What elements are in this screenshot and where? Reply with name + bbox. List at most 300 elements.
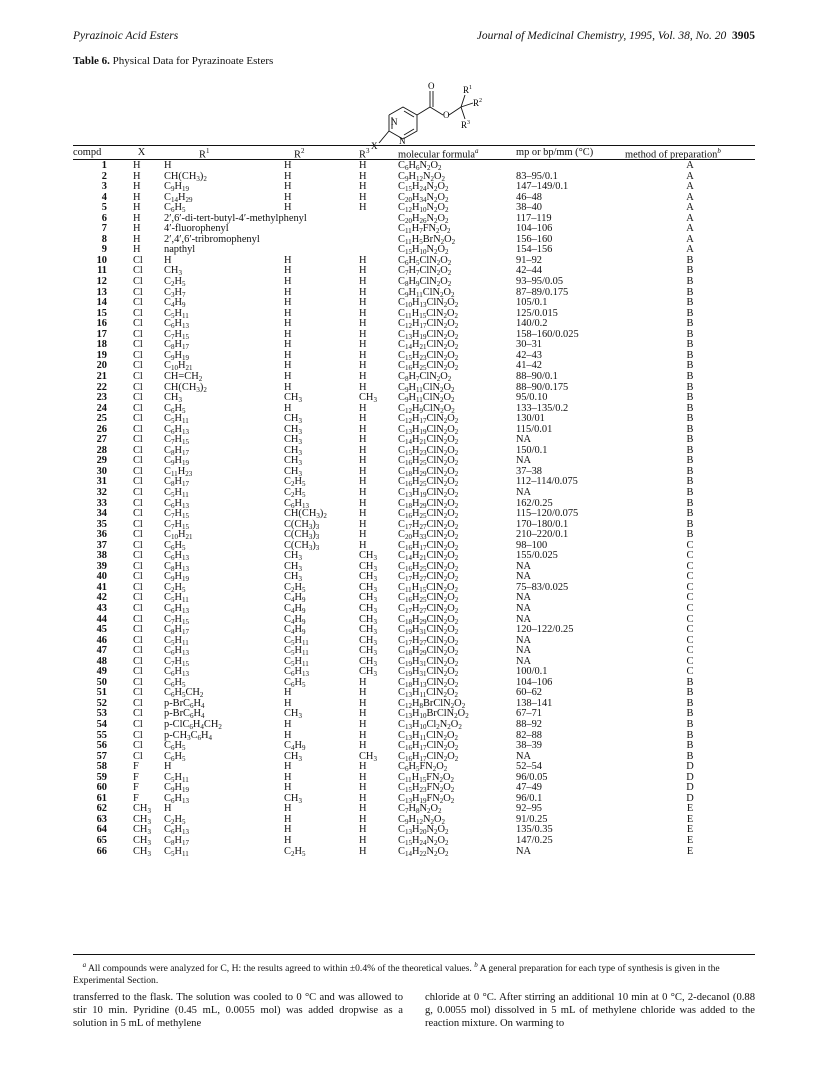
cell-mp: 42–44 [516, 265, 542, 277]
cell-r1: 2′,4′,6′-tribromophenyl [164, 233, 260, 245]
struct-ester-oxygen: O [443, 110, 450, 120]
cell-r3: H [359, 761, 367, 773]
cell-compd: 36 [96, 529, 107, 541]
cell-method: C [686, 655, 694, 667]
cell-mp: NA [516, 455, 532, 467]
table-caption [73, 55, 273, 67]
cell-r3: H [359, 402, 367, 414]
cell-x: Cl [133, 581, 143, 593]
cell-formula: $C_{20}H_{34}N_2O_2$ [398, 191, 449, 204]
cell-r2: H [284, 697, 292, 709]
cell-r2: $C_6H_{13}$ [284, 666, 309, 679]
cell-x: Cl [133, 265, 143, 277]
cell-r3: H [359, 413, 367, 425]
cell-formula: $C_{17}H_{27}ClN_2O_2$ [398, 518, 459, 531]
cell-formula: $C_{13}H_{19}ClN_2O_2$ [398, 423, 459, 436]
cell-r2: H [284, 160, 292, 172]
cell-compd: 59 [96, 771, 107, 783]
cell-compd: 32 [96, 486, 107, 498]
cell-x: Cl [133, 539, 143, 551]
cell-mp: 88–90/0.1 [516, 370, 558, 382]
cell-mp: 162/0.25 [516, 497, 553, 509]
cell-r3: H [359, 276, 367, 288]
cell-r3: H [359, 824, 367, 836]
cell-r2: H [284, 191, 292, 203]
cell-r3: $CH_3$ [359, 392, 377, 405]
cell-compd: 43 [96, 602, 107, 614]
cell-method: B [686, 423, 694, 435]
cell-method: B [686, 402, 694, 414]
cell-formula: $C_8H_7ClN_2O_2$ [398, 370, 452, 383]
cell-r1: $CH(CH_3)_2$ [164, 170, 207, 183]
cell-method: A [686, 191, 694, 203]
cell-mp: 91–92 [516, 254, 542, 266]
table-row [73, 488, 755, 499]
cell-mp: 104–106 [516, 223, 553, 235]
cell-method: C [686, 592, 694, 604]
cell-mp: 91/0.25 [516, 813, 548, 825]
cell-x: Cl [133, 413, 143, 425]
cell-method: C [686, 666, 694, 678]
struct-oxygen: O [428, 81, 435, 91]
cell-r3: H [359, 697, 367, 709]
cell-formula: $C_{13}H_{19}FN_2O_2$ [398, 792, 455, 805]
cell-method: D [686, 771, 694, 783]
journal-citation: Journal of Medicinal Chemistry, 1995, Vol. 38, No. 20 [476, 30, 727, 42]
cell-method: B [686, 497, 694, 509]
table-footnotes [73, 959, 755, 987]
cell-method: B [686, 254, 694, 266]
cell-compd: 31 [96, 476, 107, 488]
cell-r1: $C_7H_{15}$ [164, 328, 189, 341]
cell-method: B [686, 476, 694, 488]
cell-mp: 147–149/0.1 [516, 181, 569, 193]
cell-x: Cl [133, 297, 143, 309]
cell-compd: 20 [96, 360, 107, 372]
cell-x: Cl [133, 529, 143, 541]
cell-formula: $C_6H_5FN_2O_2$ [398, 761, 448, 774]
col-x: X [137, 147, 146, 159]
cell-r1: $C_{10}H_{21}$ [164, 360, 193, 373]
cell-r1: $C_6H_{13}$ [164, 423, 189, 436]
struct-r2-index: 2 [479, 98, 482, 104]
cell-r3: H [359, 813, 367, 825]
cell-r2: H [284, 181, 292, 193]
cell-formula: $C_{18}H_{29}ClN_2O_2$ [398, 497, 459, 510]
cell-r1: $C_7H_{15}$ [164, 508, 189, 521]
cell-r1: napthyl [164, 244, 196, 256]
cell-r2: H [284, 202, 292, 214]
cell-compd: 29 [96, 455, 107, 467]
cell-r1: $C_9H_{19}$ [164, 455, 189, 468]
cell-x: Cl [133, 349, 143, 361]
cell-method: E [686, 813, 694, 825]
cell-formula: $C_{12}H_{17}ClN_2O_2$ [398, 318, 459, 331]
cell-compd: 30 [96, 465, 107, 477]
cell-r1: $C_8H_{17}$ [164, 444, 189, 457]
cell-x: Cl [133, 455, 143, 467]
cell-compd: 49 [96, 666, 107, 678]
cell-r2: $C(CH_3)_3$ [284, 529, 320, 542]
cell-method: B [686, 392, 694, 404]
cell-r2: $C_4H_9$ [284, 592, 306, 605]
cell-x: H [133, 212, 141, 224]
cell-r3: H [359, 381, 367, 393]
cell-formula: $C_7H_7ClN_2O_2$ [398, 265, 452, 278]
cell-r3: H [359, 160, 367, 172]
cell-compd: 38 [96, 550, 107, 562]
table-row [73, 720, 755, 731]
cell-formula: $C_{19}H_{31}ClN_2O_2$ [398, 666, 459, 679]
cell-compd: 9 [101, 244, 107, 256]
cell-r2: $C_4H_9$ [284, 613, 306, 626]
cell-x: Cl [133, 381, 143, 393]
cell-compd: 52 [96, 697, 107, 709]
cell-r3: H [359, 370, 367, 382]
cell-x: Cl [133, 550, 143, 562]
cell-r2: H [284, 824, 292, 836]
cell-r1: 2′,6′-di-tert-butyl-4′-methylphenyl [164, 212, 307, 224]
cell-formula: $C_{19}H_{31}ClN_2O_2$ [398, 655, 459, 668]
cell-x: Cl [133, 497, 143, 509]
cell-method: C [686, 550, 694, 562]
cell-r3: H [359, 265, 367, 277]
cell-mp: 41–42 [516, 360, 542, 372]
cell-mp: NA [516, 571, 532, 583]
cell-formula: $C_{13}H_{10}Cl_2N_2O_2$ [398, 719, 462, 731]
cell-r1: $C_9H_{19}$ [164, 571, 189, 584]
cell-x: H [133, 244, 141, 256]
cell-r1: $C_9H_{19}$ [164, 181, 189, 194]
cell-mp: NA [516, 602, 532, 614]
cell-r1: $C_2H_5$ [164, 581, 186, 594]
body-text-left: transferred to the flask. The solution was cooled to 0 °C and was allowed to stir 10 min. Pyridine (0.45 mL, 0.0055 mol) was added dropwise as a solution in 5 mL of methylene [73, 992, 403, 1030]
cell-r3: H [359, 286, 367, 298]
cell-method: B [686, 455, 694, 467]
cell-r3: H [359, 529, 367, 541]
cell-x: Cl [133, 655, 143, 667]
cell-r2: $C_2H_5$ [284, 476, 306, 489]
cell-r3: $CH_3$ [359, 592, 377, 605]
cell-mp: 133–135/0.2 [516, 402, 569, 414]
cell-r3: H [359, 845, 367, 857]
cell-r2: $C_4H_9$ [284, 740, 306, 753]
cell-mp: 125/0.015 [516, 307, 558, 319]
cell-r1: $C_5H_{11}$ [164, 771, 189, 784]
table-row [73, 604, 755, 615]
table-row [73, 277, 755, 288]
cell-r3: H [359, 803, 367, 815]
struct-r3-index: 3 [467, 120, 470, 126]
cell-method: B [686, 719, 694, 730]
cell-formula: $C_{16}H_{25}ClN_2O_2$ [398, 592, 459, 605]
cell-formula: $C_{13}H_{11}ClN_2O_2$ [398, 729, 459, 742]
cell-mp: 38–40 [516, 202, 542, 214]
cell-x: Cl [133, 750, 143, 762]
cell-r1: H [164, 803, 172, 815]
cell-mp: 88–92 [516, 719, 542, 730]
cell-compd: 16 [96, 318, 107, 330]
cell-x: Cl [133, 697, 143, 709]
col-r1-symbol: R [199, 149, 206, 161]
cell-formula: $C_{20}H_{26}N_2O_2$ [398, 212, 449, 225]
cell-r3: H [359, 191, 367, 203]
cell-r2: $CH_3$ [284, 465, 302, 478]
cell-r2: H [284, 170, 292, 182]
cell-r1: 4′-fluorophenyl [164, 223, 229, 235]
cell-mp: 52–54 [516, 761, 542, 773]
cell-compd: 15 [96, 307, 107, 319]
cell-r3: H [359, 687, 367, 699]
cell-r3: H [359, 254, 367, 266]
cell-x: $CH_3$ [133, 803, 151, 816]
struct-x: X [371, 141, 378, 151]
cell-r1: $C_5H_{11}$ [164, 486, 189, 499]
cell-r3: H [359, 729, 367, 741]
cell-r3: $CH_3$ [359, 624, 377, 637]
physical-data-table [73, 146, 755, 857]
cell-r1: $C_6H_{13}$ [164, 550, 189, 563]
cell-r3: $CH_3$ [359, 750, 377, 763]
cell-formula: $C_{17}H_{27}ClN_2O_2$ [398, 602, 459, 615]
cell-method: B [686, 286, 694, 298]
cell-r3: H [359, 349, 367, 361]
cell-mp: NA [516, 645, 532, 657]
col-formula-label: molecular formula [398, 149, 476, 161]
cell-r2: H [284, 813, 292, 825]
cell-method: B [686, 297, 694, 309]
cell-formula: $C_{11}H_{15}ClN_2O_2$ [398, 581, 459, 594]
cell-method: A [686, 170, 694, 182]
cell-r1: $C_6H_5$ [164, 750, 186, 763]
cell-r1: $p-BrC_6H_4$ [164, 697, 205, 710]
cell-mp: 30–31 [516, 339, 542, 351]
cell-r1: $C_8H_{17}$ [164, 835, 189, 848]
cell-r2: H [284, 729, 292, 741]
cell-method: E [686, 803, 694, 815]
cell-x: Cl [133, 339, 143, 351]
cell-compd: 23 [96, 392, 107, 404]
cell-r1: $C_6H_5$ [164, 676, 186, 689]
cell-mp: NA [516, 560, 532, 572]
table-header-row [73, 146, 755, 161]
cell-compd: 54 [96, 719, 107, 730]
cell-r1: $C_6H_5$ [164, 539, 186, 552]
cell-r2: $CH_3$ [284, 413, 302, 426]
cell-formula: $C_9H_{11}ClN_2O_2$ [398, 286, 455, 299]
cell-mp: 104–106 [516, 676, 553, 688]
cell-compd: 28 [96, 444, 107, 456]
cell-x: Cl [133, 645, 143, 657]
cell-compd: 33 [96, 497, 107, 509]
cell-r3: H [359, 476, 367, 488]
cell-mp: 130/01 [516, 413, 545, 425]
cell-x: Cl [133, 624, 143, 636]
cell-r3: H [359, 719, 367, 730]
cell-r1: H [164, 160, 172, 172]
table-row [73, 161, 755, 172]
cell-x: Cl [133, 307, 143, 319]
cell-method: D [686, 782, 694, 794]
cell-r2: $CH_3$ [284, 423, 302, 436]
cell-formula: $C_{18}H_{29}ClN_2O_2$ [398, 465, 459, 478]
cell-r2: H [284, 276, 292, 288]
cell-method: B [686, 465, 694, 477]
cell-r1: $C_5H_{11}$ [164, 845, 189, 858]
cell-method: B [686, 339, 694, 351]
cell-method: B [686, 518, 694, 530]
running-header-journal [477, 30, 755, 42]
cell-formula: $C_{15}H_{23}ClN_2O_2$ [398, 444, 459, 457]
cell-mp: 158–160/0.025 [516, 328, 579, 340]
table-label: Table 6. [73, 55, 110, 67]
cell-r3: $CH_3$ [359, 550, 377, 563]
cell-compd: 22 [96, 381, 107, 393]
cell-r1: $C_9H_{19}$ [164, 349, 189, 362]
col-r3 [359, 146, 398, 161]
cell-compd: 53 [96, 708, 107, 720]
cell-r3: H [359, 423, 367, 435]
cell-mp: 210–220/0.1 [516, 529, 569, 541]
cell-mp: 156–160 [516, 233, 553, 245]
cell-compd: 48 [96, 655, 107, 667]
cell-r1: $C_7H_{15}$ [164, 613, 189, 626]
cell-r2: H [284, 265, 292, 277]
cell-r1: $C_{11}H_{23}$ [164, 465, 193, 478]
cell-compd: 34 [96, 508, 107, 520]
cell-mp: NA [516, 434, 532, 446]
cell-formula: $C_9H_{12}N_2O_2$ [398, 813, 445, 826]
cell-r1: $C_7H_{15}$ [164, 518, 189, 531]
cell-mp: 115–120/0.075 [516, 508, 579, 520]
cell-r2: H [284, 254, 292, 266]
cell-r3: H [359, 360, 367, 372]
struct-r1-index: 1 [469, 85, 472, 91]
cell-r2: $CH_3$ [284, 444, 302, 457]
cell-formula: $C_{14}H_{22}N_2O_2$ [398, 845, 449, 858]
cell-compd: 37 [96, 539, 107, 551]
cell-x: H [133, 191, 141, 203]
cell-r1: $CH=CH_2$ [164, 370, 203, 383]
cell-formula: $C_{13}H_{10}BrClN_2O_2$ [398, 708, 469, 721]
cell-compd: 17 [96, 328, 107, 340]
cell-method: D [686, 792, 694, 804]
cell-r2: $CH_3$ [284, 750, 302, 763]
cell-compd: 10 [96, 254, 107, 266]
cell-method: B [686, 318, 694, 330]
cell-formula: $C_{15}H_{24}N_2O_2$ [398, 181, 449, 194]
cell-compd: 14 [96, 297, 107, 309]
cell-compd: 56 [96, 740, 107, 752]
cell-compd: 66 [96, 845, 107, 857]
footnote-a-mark: a [82, 961, 87, 969]
cell-formula: $C_{16}H_{25}ClN_2O_2$ [398, 360, 459, 373]
cell-r2: H [284, 771, 292, 783]
cell-formula: $C_{13}H_{19}ClN_2O_2$ [398, 486, 459, 499]
col-r2-index: 2 [300, 147, 305, 155]
cell-r3: H [359, 455, 367, 467]
cell-formula: $C_8H_9ClN_2O_2$ [398, 276, 452, 289]
cell-r3: H [359, 170, 367, 182]
cell-x: Cl [133, 592, 143, 604]
cell-r1: $C_7H_{15}$ [164, 655, 189, 668]
cell-r1: $CH_3$ [164, 265, 182, 278]
cell-r1: $C_5H_{11}$ [164, 634, 189, 647]
cell-mp: 115/0.01 [516, 423, 553, 435]
cell-r1: $C_{10}H_{21}$ [164, 529, 193, 542]
cell-mp: 82–88 [516, 729, 542, 741]
cell-compd: 41 [96, 581, 107, 593]
cell-formula: $C_{15}H_{24}N_2O_2$ [398, 835, 449, 848]
cell-compd: 63 [96, 813, 107, 825]
cell-mp: 60–62 [516, 687, 542, 699]
table-body [73, 161, 755, 857]
cell-method: B [686, 486, 694, 498]
cell-compd: 5 [101, 202, 107, 214]
cell-method: B [686, 370, 694, 382]
cell-method: C [686, 602, 694, 614]
cell-mp: 120–122/0.25 [516, 624, 574, 636]
cell-x: Cl [133, 666, 143, 678]
cell-x: $CH_3$ [133, 813, 151, 826]
cell-x: $CH_3$ [133, 824, 151, 837]
table-bottom-rule [73, 954, 755, 955]
cell-r1: $C_4H_9$ [164, 297, 186, 310]
col-formula-footnote-mark: a [475, 147, 479, 155]
cell-compd: 50 [96, 676, 107, 688]
cell-formula: $C_{18}H_{13}ClN_2O_2$ [398, 676, 459, 689]
cell-r3: H [359, 508, 367, 520]
cell-formula: $C_{10}H_{13}ClN_2O_2$ [398, 297, 459, 310]
cell-r2: $C_6H_5$ [284, 676, 306, 689]
cell-compd: 2 [101, 170, 107, 182]
cell-r1: $C_6H_{13}$ [164, 602, 189, 615]
running-header-title: Pyrazinoic Acid Esters [73, 30, 179, 42]
cell-method: C [686, 624, 694, 636]
footnote-b-mark: b [474, 961, 478, 969]
cell-compd: 42 [96, 592, 107, 604]
cell-r2: H [284, 782, 292, 794]
cell-r1: $C_8H_{17}$ [164, 476, 189, 489]
cell-r3: H [359, 792, 367, 804]
cell-r2: H [284, 297, 292, 309]
cell-r2: $CH(CH_3)_2$ [284, 508, 327, 521]
cell-mp: 46–48 [516, 191, 542, 203]
table-row [73, 847, 755, 858]
cell-mp: 95/0.10 [516, 392, 548, 404]
cell-x: Cl [133, 465, 143, 477]
cell-method: B [686, 508, 694, 520]
cell-r2: H [284, 328, 292, 340]
cell-r1: $C_8H_{17}$ [164, 624, 189, 637]
footnote-b: A general preparation for each type of synthesis is given in the Experimental Section. [73, 963, 720, 987]
cell-x: H [133, 202, 141, 214]
col-r3-symbol: R [359, 149, 366, 161]
cell-r2: $C_4H_9$ [284, 624, 306, 637]
cell-mp: 135/0.35 [516, 824, 553, 836]
cell-method: C [686, 645, 694, 657]
cell-r2: $CH_3$ [284, 708, 302, 721]
cell-method: B [686, 360, 694, 372]
col-method-footnote-mark: b [717, 147, 721, 155]
cell-r2: $C_2H_5$ [284, 486, 306, 499]
cell-r1: $C_6H_{13}$ [164, 497, 189, 510]
cell-r2: H [284, 286, 292, 298]
cell-compd: 11 [97, 265, 107, 277]
cell-r3: H [359, 318, 367, 330]
cell-r3: H [359, 181, 367, 193]
cell-formula: $C_{14}H_{21}ClN_2O_2$ [398, 550, 459, 563]
